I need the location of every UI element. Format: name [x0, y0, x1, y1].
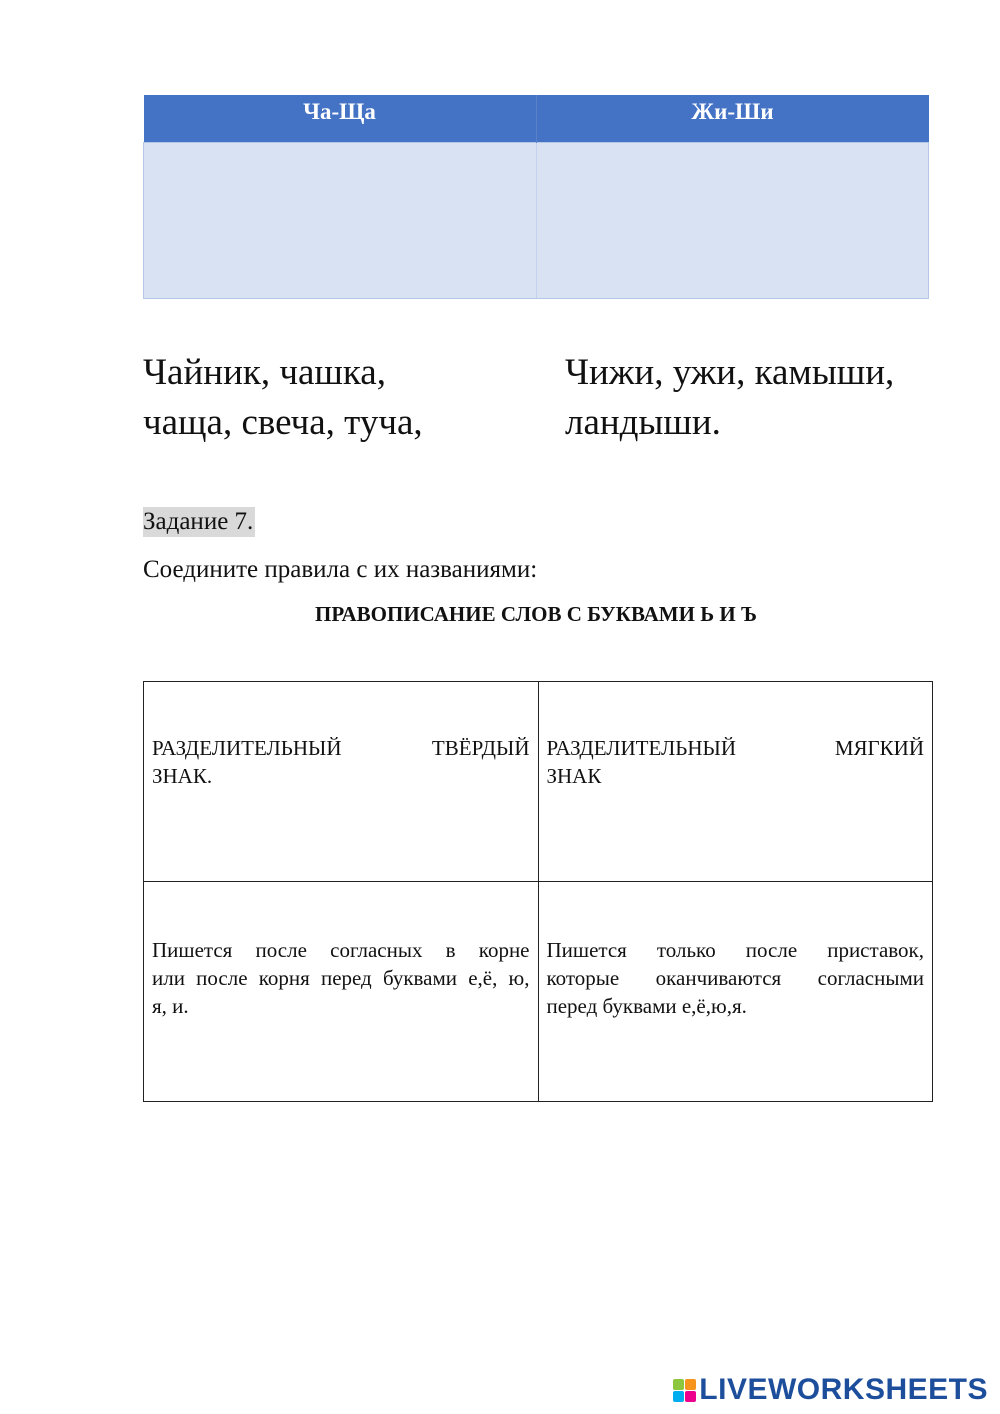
- logo-text: LIVEWORKSHEETS: [699, 1373, 988, 1406]
- logo-square: [673, 1379, 684, 1390]
- word-group-left[interactable]: [143, 348, 423, 448]
- liveworksheets-logo: [673, 1373, 988, 1407]
- rule-text-line: перед буквами е,ё,ю,я.: [546, 994, 747, 1018]
- rule-text-line: которые оканчиваются согласными: [546, 966, 924, 990]
- word-line: ландыши.: [565, 402, 721, 443]
- section-heading: ПРАВОПИСАНИЕ СЛОВ С БУКВАМИ Ь И Ъ: [315, 602, 757, 626]
- rule-text-line: Пишется после согласных в корне: [152, 938, 530, 962]
- rules-table: [143, 681, 933, 1102]
- word-group-right[interactable]: [565, 348, 894, 448]
- rule-description-2[interactable]: [538, 882, 933, 1102]
- rule-name-line: РАЗДЕЛИТЕЛЬНЫЙ МЯГКИЙ: [546, 736, 924, 760]
- word-line: Чижи, ужи, камыши,: [565, 352, 895, 393]
- rule-text-line: или после корня перед буквами е,ё, ю,: [152, 966, 530, 990]
- rule-text-line: я, и.: [152, 994, 189, 1018]
- logo-square: [685, 1391, 696, 1402]
- word-line: Чайник, чашка,: [143, 352, 386, 393]
- logo-square: [685, 1379, 696, 1390]
- rule-name-line: ЗНАК.: [152, 764, 213, 788]
- top-table: [143, 95, 929, 299]
- rule-name-hard-sign[interactable]: [144, 682, 539, 882]
- drop-zone-cha-scha[interactable]: [144, 143, 537, 299]
- task-title: Задание 7.: [143, 508, 254, 535]
- logo-square: [673, 1391, 684, 1402]
- rule-description-1[interactable]: [144, 882, 539, 1102]
- header-cha-scha: Ча-Ща: [144, 95, 537, 143]
- logo-grid-icon: [673, 1379, 696, 1402]
- header-zhi-shi: Жи-Ши: [536, 95, 929, 143]
- drop-zone-zhi-shi[interactable]: [536, 143, 929, 299]
- rule-name-soft-sign[interactable]: [538, 682, 933, 882]
- rule-name-line: РАЗДЕЛИТЕЛЬНЫЙ ТВЁРДЫЙ: [152, 736, 530, 760]
- rule-name-line: ЗНАК: [546, 764, 602, 788]
- word-line: чаща, свеча, туча,: [143, 402, 423, 443]
- task-instruction: Соедините правила с их названиями:: [143, 556, 538, 583]
- rule-text-line: Пишется только после приставок,: [546, 938, 924, 962]
